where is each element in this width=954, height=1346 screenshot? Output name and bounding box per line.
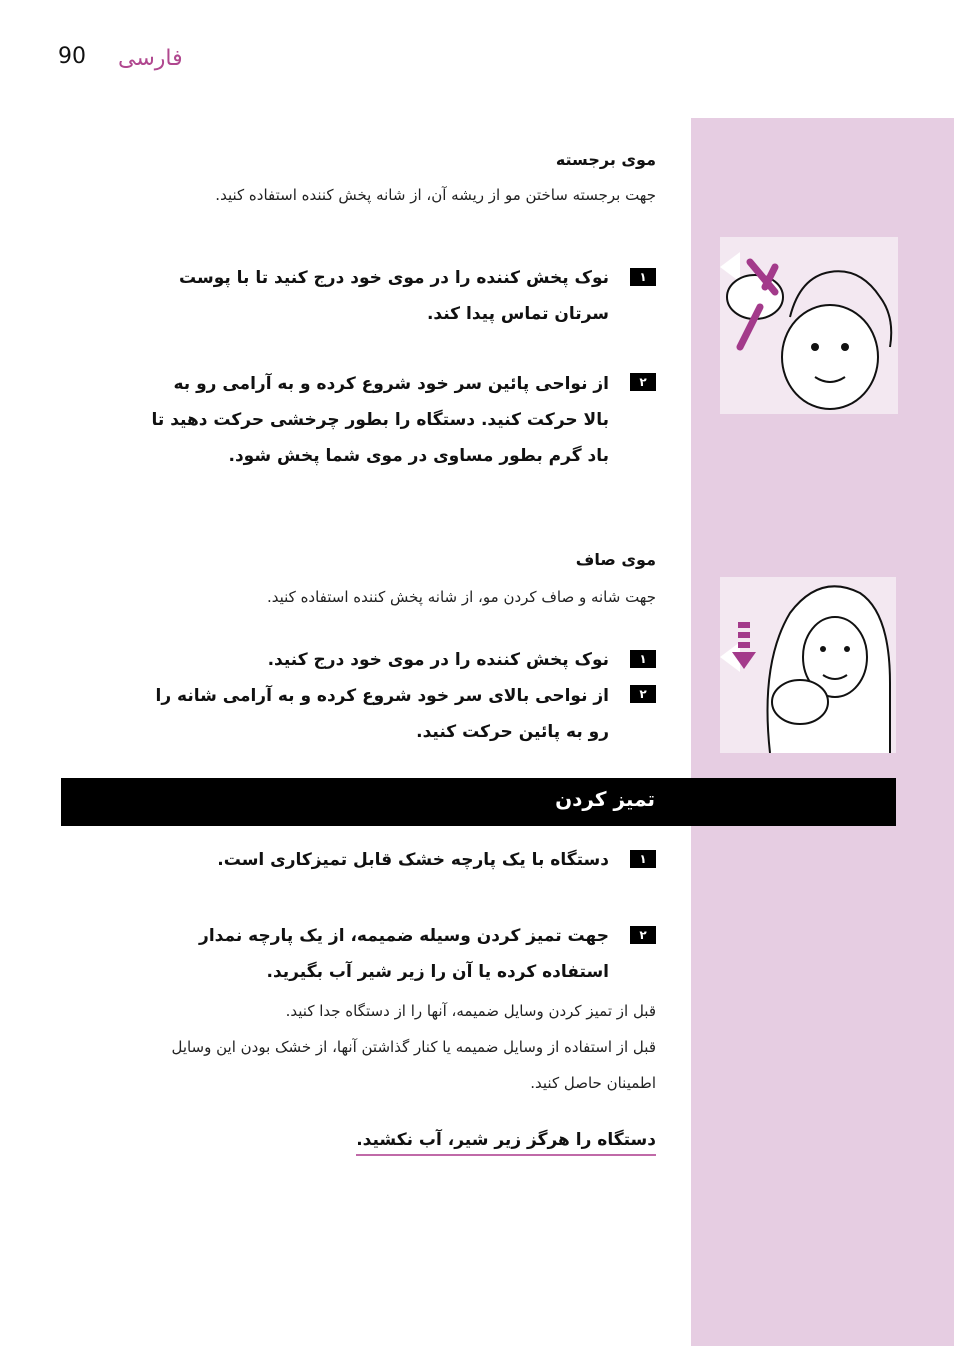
cleaning-note: قبل از استفاده از وسایل ضمیمه یا کنار گذاشتن آنها، از خشک بودن این وسایل اطمینان حاصل کنید. xyxy=(171,1038,656,1092)
step-number: ۲ xyxy=(630,373,656,391)
step-text: دستگاه با یک پارچه خشک قابل تمیزکاری است. xyxy=(217,850,609,870)
step-text: از نواحی بالای سر خود شروع کرده و به آرامی شانه را رو به پائین حرکت کنید. xyxy=(155,686,609,742)
section-title-straight: موی صاف xyxy=(575,550,656,569)
illustration-diffuser-volume xyxy=(720,237,898,414)
illustration-diffuser-straight xyxy=(720,577,896,753)
section-title-voluminous: موی برجسته xyxy=(555,150,656,169)
step-number: ۱ xyxy=(630,268,656,286)
step-number: ۲ xyxy=(630,685,656,703)
language-label: فارسی xyxy=(118,46,183,71)
page-number: 90 xyxy=(58,44,86,69)
step-number: ۱ xyxy=(630,650,656,668)
step-text: جهت تمیز کردن وسیله ضمیمه، از یک پارچه نمدار استفاده کرده یا آن را زیر شیر آب بگیرید. xyxy=(199,926,609,982)
section-desc-straight: جهت شانه و صاف کردن مو، از شانه پخش کننده استفاده کنید. xyxy=(266,588,656,606)
section-header-bar xyxy=(61,778,896,826)
cleaning-note: قبل از تمیز کردن وسایل ضمیمه، آنها را از دستگاه جدا کنید. xyxy=(285,1002,656,1020)
step-text: نوک پخش کننده را در موی خود درج کنید. xyxy=(267,650,609,670)
section-title-cleaning: تمیز کردن xyxy=(555,787,655,811)
warning-text: دستگاه را هرگز زیر شیر، آب نکشید. xyxy=(356,1130,656,1156)
step-number: ۱ xyxy=(630,850,656,868)
step-number: ۲ xyxy=(630,926,656,944)
step-text: از نواحی پائین سر خود شروع کرده و به آرامی رو به بالا حرکت کنید. دستگاه را بطور چرخشی حرکت دهید تا باد گرم بطور مساوی در موی شما پخش شود. xyxy=(151,374,609,466)
section-desc-voluminous: جهت برجسته ساختن مو از ریشه آن، از شانه پخش کننده استفاده کنید. xyxy=(215,186,656,204)
step-text: نوک پخش کننده را در موی خود درج کنید تا با پوست سرتان تماس پیدا کند. xyxy=(179,268,609,324)
